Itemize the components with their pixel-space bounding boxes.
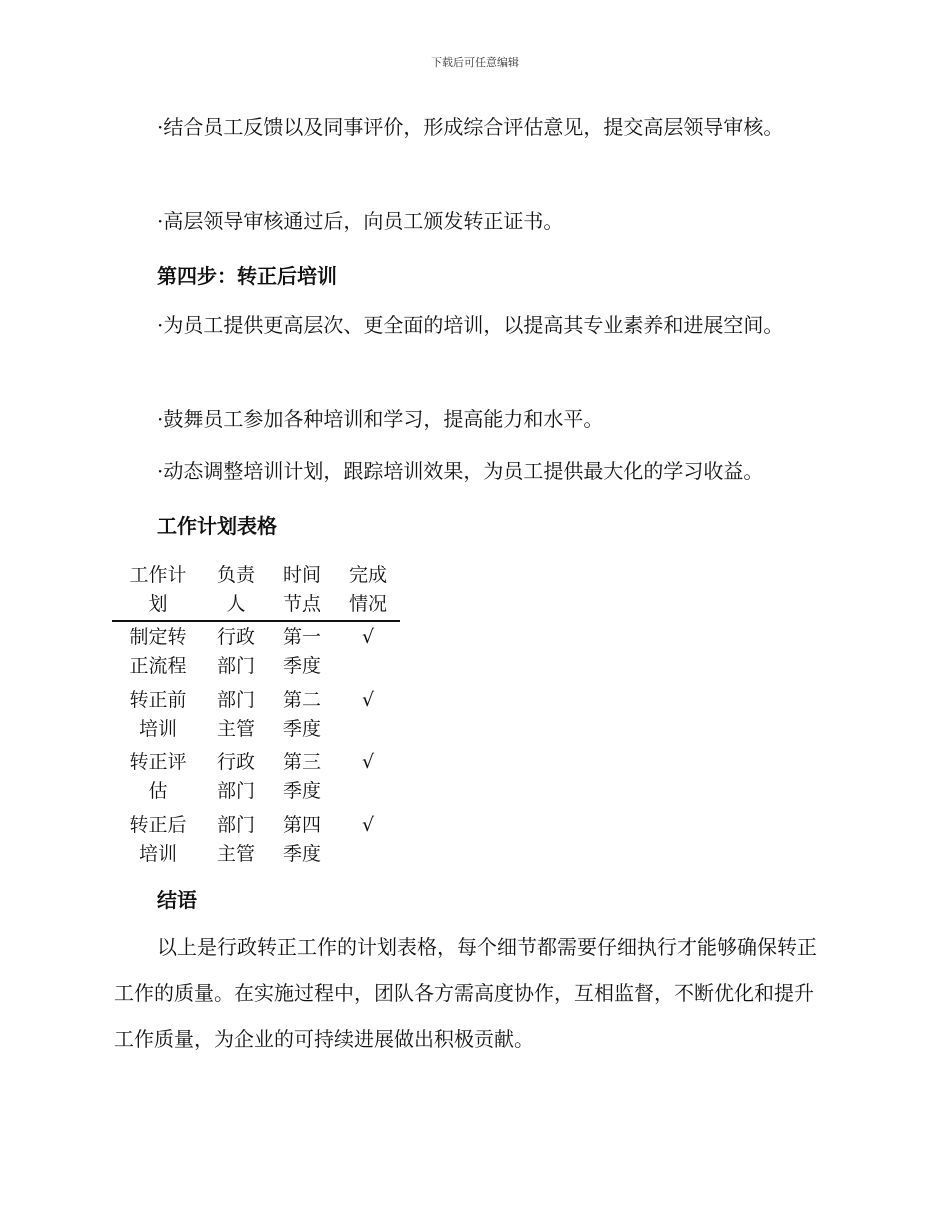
table-cell-status: √ (361, 689, 375, 711)
list-item: ·动态调整培训计划，跟踪培训效果，为员工提供最大化的学习收益。 (157, 459, 764, 483)
table-cell-plan: 转正评 估 (129, 751, 187, 802)
paragraph: ·高层领导审核通过后，向员工颁发转正证书。 (157, 209, 564, 233)
table-cell-time: 第四 季度 (282, 814, 321, 865)
table-cell-plan: 转正前 培训 (129, 689, 187, 740)
paragraph: ·结合员工反馈以及同事评价，形成综合评估意见，提交高层领导审核。 (157, 115, 784, 139)
table-cell-time: 第三 季度 (282, 751, 321, 802)
table-cell-owner: 部门 主管 (216, 814, 255, 865)
table-header-plan: 工作计 划 (129, 564, 187, 615)
table-cell-time: 第一 季度 (282, 626, 321, 677)
table-cell-time: 第二 季度 (282, 689, 321, 740)
table-header-status: 完成 情况 (348, 564, 387, 615)
conclusion-text: 以上是行政转正工作的计划表格，每个细节都需要仔细执行才能够确保转正工作的质量。在实施过程中，团队各方需高度协作，互相监督，不断优化和提升工作质量，为企业的可持续进展做出积极贡献。 (114, 935, 817, 1051)
table-cell-owner: 部门 主管 (216, 689, 255, 740)
table-header-time: 时间 节点 (282, 564, 321, 615)
table-cell-plan: 制定转 正流程 (129, 626, 187, 677)
list-item: ·为员工提供更高层次、更全面的培训，以提高其专业素养和进展空间。 (157, 313, 784, 337)
table-cell-plan: 转正后 培训 (129, 814, 187, 865)
table-title: 工作计划表格 (157, 514, 277, 538)
table-cell-status: √ (361, 751, 375, 773)
table-header-rule (112, 620, 400, 622)
table-header-owner: 负责 人 (216, 564, 255, 615)
table-cell-owner: 行政 部门 (216, 751, 255, 802)
page-header: 下载后可任意编辑 (431, 56, 519, 69)
conclusion-title: 结语 (157, 888, 197, 912)
section-heading: 第四步：转正后培训 (157, 264, 337, 288)
list-item: ·鼓舞员工参加各种培训和学习，提高能力和水平。 (157, 407, 604, 431)
table-cell-status: √ (361, 626, 375, 648)
table-cell-status: √ (361, 814, 375, 836)
table-cell-owner: 行政 部门 (216, 626, 255, 677)
